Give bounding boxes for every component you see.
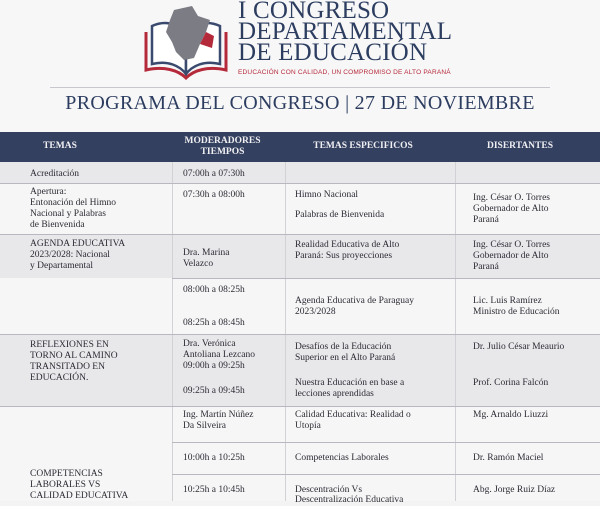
especifico-agenda-py: Agenda Educativa de Paraguay — [295, 296, 414, 306]
especifico-descentracion-line2: Descentralización Educativa — [295, 495, 404, 505]
tema-competencias-line3: CALIDAD EDUCATIVA — [30, 491, 129, 501]
row-divider — [172, 474, 600, 475]
row-divider — [0, 334, 600, 335]
disertante-torres-role2: Paraná — [473, 215, 499, 225]
moderador-velazco-line2: Velazco — [183, 259, 214, 269]
time-apertura: 07:30h a 08:00h — [183, 190, 245, 200]
disertante-ramirez-role: Ministro de Educación — [473, 307, 560, 317]
especifico-himno: Himno Nacional — [295, 190, 359, 200]
time-acreditacion: 07:00h a 07:30h — [183, 169, 245, 179]
tema-agenda: AGENDA EDUCATIVA — [30, 239, 126, 249]
disertante-maciel: Dr. Ramón Maciel — [473, 453, 544, 463]
tema-apertura-line3: Nacional y Palabras — [30, 209, 106, 219]
disertante-ramirez: Lic. Luis Ramírez — [473, 296, 542, 306]
time-0925: 09:25h a 09:45h — [183, 386, 245, 396]
time-1000: 10:00h a 10:25h — [183, 453, 245, 463]
disertante-torres: Ing. César O. Torres — [473, 193, 550, 203]
header-moderadores-line1: MODERADORES — [184, 136, 261, 146]
especifico-desafios-line2: Superior en el Alto Paraná — [295, 353, 396, 363]
tema-acreditacion: Acreditación — [30, 169, 80, 179]
disertante-torres-role: Gobernador de Alto — [473, 204, 549, 214]
row-acreditacion — [0, 162, 600, 184]
moderador-nunez: Ing. Martín Núñez — [183, 410, 254, 420]
row-divider — [172, 442, 600, 443]
row-divider — [0, 406, 600, 407]
time-0800: 08:00h a 08:25h — [183, 285, 245, 295]
moderador-velazco: Dra. Marina — [183, 248, 230, 258]
title-line-3: DE EDUCACIÓN — [238, 39, 428, 66]
congress-header — [0, 0, 600, 132]
especifico-desafios: Desafíos de la Educación — [295, 342, 392, 352]
tema-apertura-line2: Entonación del Himno — [30, 198, 117, 208]
tema-agenda-line3: y Departamental — [30, 261, 94, 271]
row-divider — [0, 234, 600, 235]
especifico-palabras: Palabras de Bienvenida — [295, 210, 385, 220]
especifico-nuestra: Nuestra Educación en base a — [295, 378, 405, 388]
time-1025: 10:25h a 10:45h — [183, 485, 245, 495]
moderador-nunez-line2: Da Silveira — [183, 421, 227, 431]
tema-competencias: COMPETENCIAS — [30, 469, 103, 479]
tema-apertura-line4: de Bienvenida — [30, 220, 85, 230]
program-title: PROGRAMA DEL CONGRESO | 27 DE NOVIEMBRE — [65, 92, 535, 114]
especifico-descentracion: Descentración Vs — [295, 485, 363, 495]
column-divider — [172, 162, 173, 501]
especifico-nuestra-line2: lecciones aprendidas — [295, 389, 374, 399]
moderador-lezcano: Dra. Verónica — [183, 339, 236, 349]
header-moderadores-line2: TIEMPOS — [200, 147, 245, 157]
tema-agenda-line2: 2023/2028: Nacional — [30, 250, 110, 260]
column-divider — [285, 162, 286, 501]
especifico-calidad: Calidad Educativa: Realidad o — [295, 410, 411, 420]
disertante-torres-2-role2: Paraná — [473, 262, 499, 272]
slogan: EDUCACIÓN CON CALIDAD, UN COMPROMISO DE ALTO PARANÁ — [238, 69, 451, 76]
tema-reflexiones: REFLEXIONES EN — [30, 340, 109, 350]
paraguay-map-book-logo — [140, 2, 232, 82]
header-temas-especificos: TEMAS ESPECIFICOS — [313, 141, 413, 151]
row-divider — [0, 183, 600, 184]
disertante-meaurio: Dr. Julio César Meaurio — [473, 342, 565, 352]
tema-competencias-line2: LABORALES VS — [30, 480, 101, 490]
tema-reflexiones-line4: EDUCACIÓN. — [30, 373, 89, 383]
disertante-liuzzi: Mg. Arnaldo Liuzzi — [473, 410, 549, 420]
congress-title — [238, 0, 453, 66]
especifico-competencias: Competencias Laborales — [295, 453, 389, 463]
time-0825: 08:25h a 08:45h — [183, 318, 245, 328]
header-temas: TEMAS — [43, 141, 77, 151]
tema-reflexiones-line3: TRANSITADO EN — [30, 362, 105, 372]
disertante-torres-2-role: Gobernador de Alto — [473, 251, 549, 261]
header-disertantes: DISERTANTES — [486, 141, 553, 151]
especifico-realidad-line2: Paraná: Sus proyecciones — [295, 251, 393, 261]
column-divider — [455, 162, 456, 501]
tema-reflexiones-line2: TORNO AL CAMINO — [30, 351, 118, 361]
row-divider — [172, 278, 600, 279]
table-header — [0, 132, 600, 162]
moderador-lezcano-line2: Antoliana Lezcano — [183, 350, 256, 360]
header-moderadores — [170, 136, 275, 158]
time-0900: 09:00h a 09:25h — [183, 361, 245, 371]
title-line-2: DEPARTAMENTAL — [238, 18, 453, 45]
disertante-ruiz: Abg. Jorge Ruiz Díaz — [473, 485, 556, 495]
especifico-agenda-py-line2: 2023/2028 — [295, 307, 336, 317]
especifico-realidad: Realidad Educativa de Alto — [295, 240, 400, 250]
header-divider — [50, 87, 550, 88]
especifico-calidad-line2: Utopía — [295, 421, 321, 431]
disertante-torres-2: Ing. César O. Torres — [473, 240, 550, 250]
title-line-1: I CONGRESO — [238, 0, 390, 24]
tema-apertura: Apertura: — [30, 187, 67, 197]
disertante-falcon: Prof. Corina Falcón — [473, 378, 549, 388]
